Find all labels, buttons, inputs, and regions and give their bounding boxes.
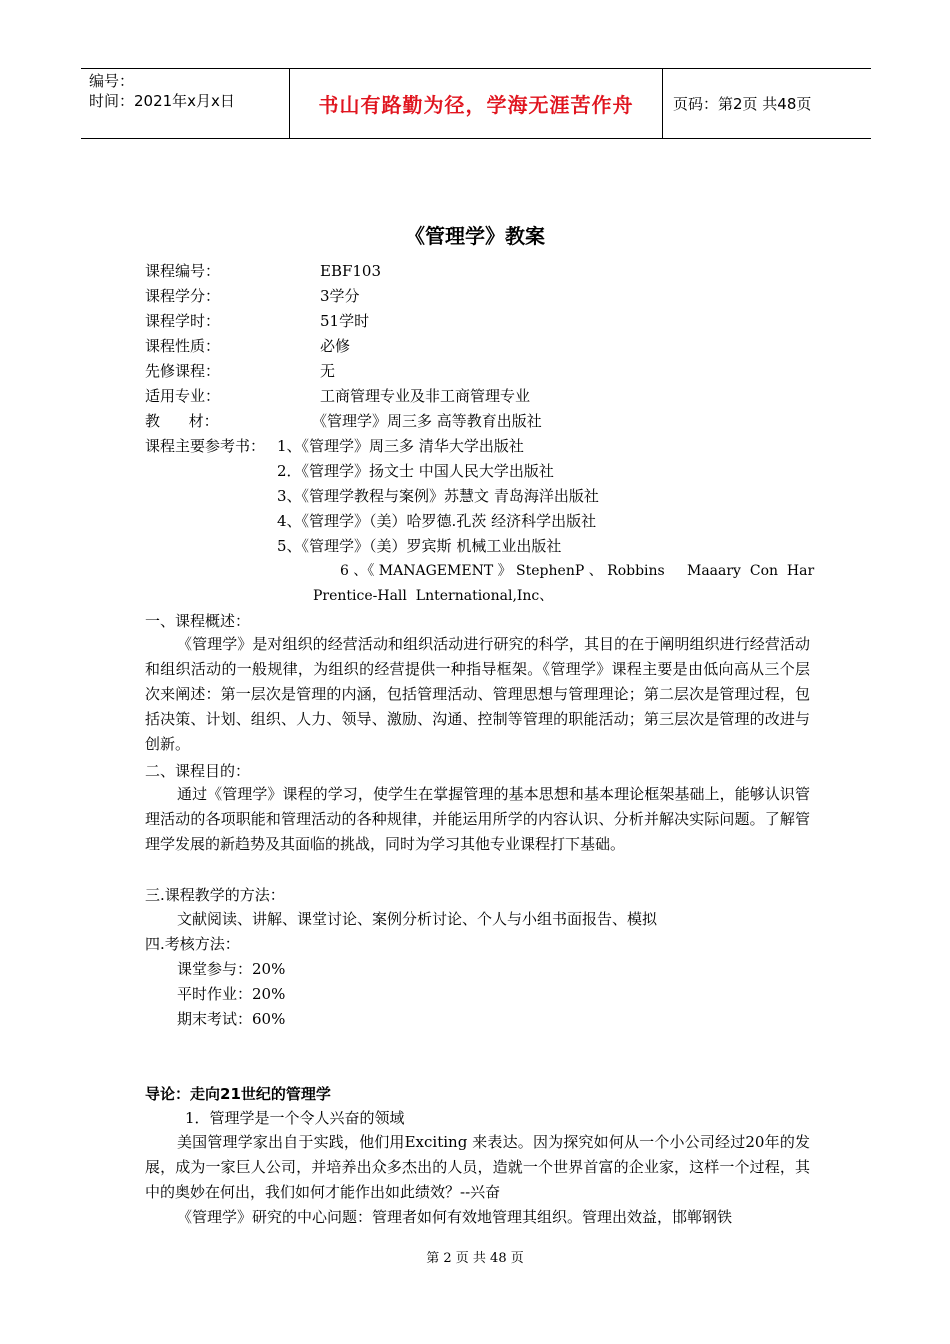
ref-item: 5、《管理学》（美）罗宾斯 机械工业出版社 <box>277 537 562 555</box>
section-heading: 一、课程概述： <box>145 612 251 630</box>
info-row <box>0 411 950 431</box>
header-left-cell <box>81 69 290 138</box>
info-row <box>0 336 950 356</box>
info-value: 3学分 <box>320 287 360 305</box>
section-heading: 二、课程目的： <box>145 762 251 780</box>
info-key: 先修课程： <box>145 362 221 380</box>
section-heading: 四.考核方法： <box>145 935 240 953</box>
section-text: 文献阅读、讲解、课堂讨论、案例分析讨论、个人与小组书面报告、模拟 <box>177 910 658 928</box>
intro-heading: 导论：走向21世纪的管理学 <box>145 1085 331 1103</box>
info-row <box>0 286 950 306</box>
paragraph: 通过《管理学》课程的学习，使学生在掌握管理的基本思想和基本理论框架基础上，能够认识管理活动的各项职能和管理活动的各种规律，并能运用所学的内容认识、分析并解决实际问题。了解管理学发展的新趋势及其面临的挑战，同时为学习其他专业课程打下基础。 <box>145 785 810 853</box>
info-key: 课程编号： <box>145 262 221 280</box>
info-key: 课程性质： <box>145 337 221 355</box>
info-row <box>0 361 950 381</box>
section-body <box>145 782 810 857</box>
info-value: 51学时 <box>320 312 370 330</box>
info-value: 《管理学》周三多 高等教育出版社 <box>312 412 542 430</box>
info-row <box>0 386 950 406</box>
info-value: 工商管理专业及非工商管理专业 <box>320 387 531 405</box>
info-key: 课程学时： <box>145 312 221 330</box>
section-heading: 三.课程教学的方法： <box>145 886 285 904</box>
ref-item: 6 、《 MANAGEMENT 》 StephenP 、 Robbins Maaary Con Har <box>340 563 815 579</box>
page-header <box>81 68 871 139</box>
info-key: 课程学分： <box>145 287 221 305</box>
ref-item: 3、《管理学教程与案例》苏慧文 青岛海洋出版社 <box>277 487 599 505</box>
info-row <box>0 311 950 331</box>
ref-item: 1、《管理学》周三多 清华大学出版社 <box>277 437 524 455</box>
assessment-item: 期末考试：60% <box>177 1010 286 1028</box>
info-key: 适用专业： <box>145 387 221 405</box>
refs-label: 课程主要参考书： <box>145 437 266 455</box>
paragraph: 美国管理学家出自于实践，他们用Exciting 来表达。因为探究如何从一个小公司经过20年的发展，成为一家巨人公司，并培养出众多杰出的人员，造就一个世界首富的企业家，这样一个过程，其中的奥妙在何出，我们如何才能作出如此绩效？--兴奋 <box>145 1133 810 1201</box>
ref-item-continued: Prentice-Hall Lnternational,Inc、 <box>313 588 554 604</box>
paragraph: 《管理学》研究的中心问题：管理者如何有效地管理其组织。管理出效益，邯郸钢铁 <box>177 1208 733 1226</box>
time-label: 时间：2021年x月x日 <box>89 92 235 110</box>
info-value: EBF103 <box>320 262 382 280</box>
info-value: 无 <box>320 362 336 380</box>
document-title: 《管理学》教案 <box>405 224 545 248</box>
intro-body <box>145 1130 810 1230</box>
page-footer: 第 2 页 共 48 页 <box>426 1251 524 1266</box>
intro-item: 1．管理学是一个令人兴奋的领域 <box>185 1109 405 1127</box>
info-row <box>0 261 950 281</box>
paragraph: 《管理学》是对组织的经营活动和组织活动进行研究的科学，其目的在于阐明组织进行经营活动和组织活动的一般规律，为组织的经营提供一种指导框架。《管理学》课程主要是由低向高从三个层次来阐述：第一层次是管理的内涵，包括管理活动、管理思想与管理理论；第二层次是管理过程，包括决策、计划、组织、人力、领导、激励、沟通、控制等管理的职能活动；第三层次是管理的改进与创新。 <box>145 635 810 753</box>
assessment-item: 平时作业：20% <box>177 985 286 1003</box>
info-key: 教 材： <box>145 412 219 430</box>
assessment-item: 课堂参与：20% <box>177 960 286 978</box>
ref-item: 4、《管理学》（美）哈罗德.孔茨 经济科学出版社 <box>277 512 597 530</box>
section-body <box>145 632 810 757</box>
header-motto: 书山有路勤为径，学海无涯苦作舟 <box>290 69 663 138</box>
info-value: 必修 <box>320 337 351 355</box>
ref-item: 2．《管理学》扬文士 中国人民大学出版社 <box>277 462 554 480</box>
number-label: 编号： <box>89 72 135 90</box>
header-page-info: 页码：第2页 共48页 <box>673 95 812 113</box>
